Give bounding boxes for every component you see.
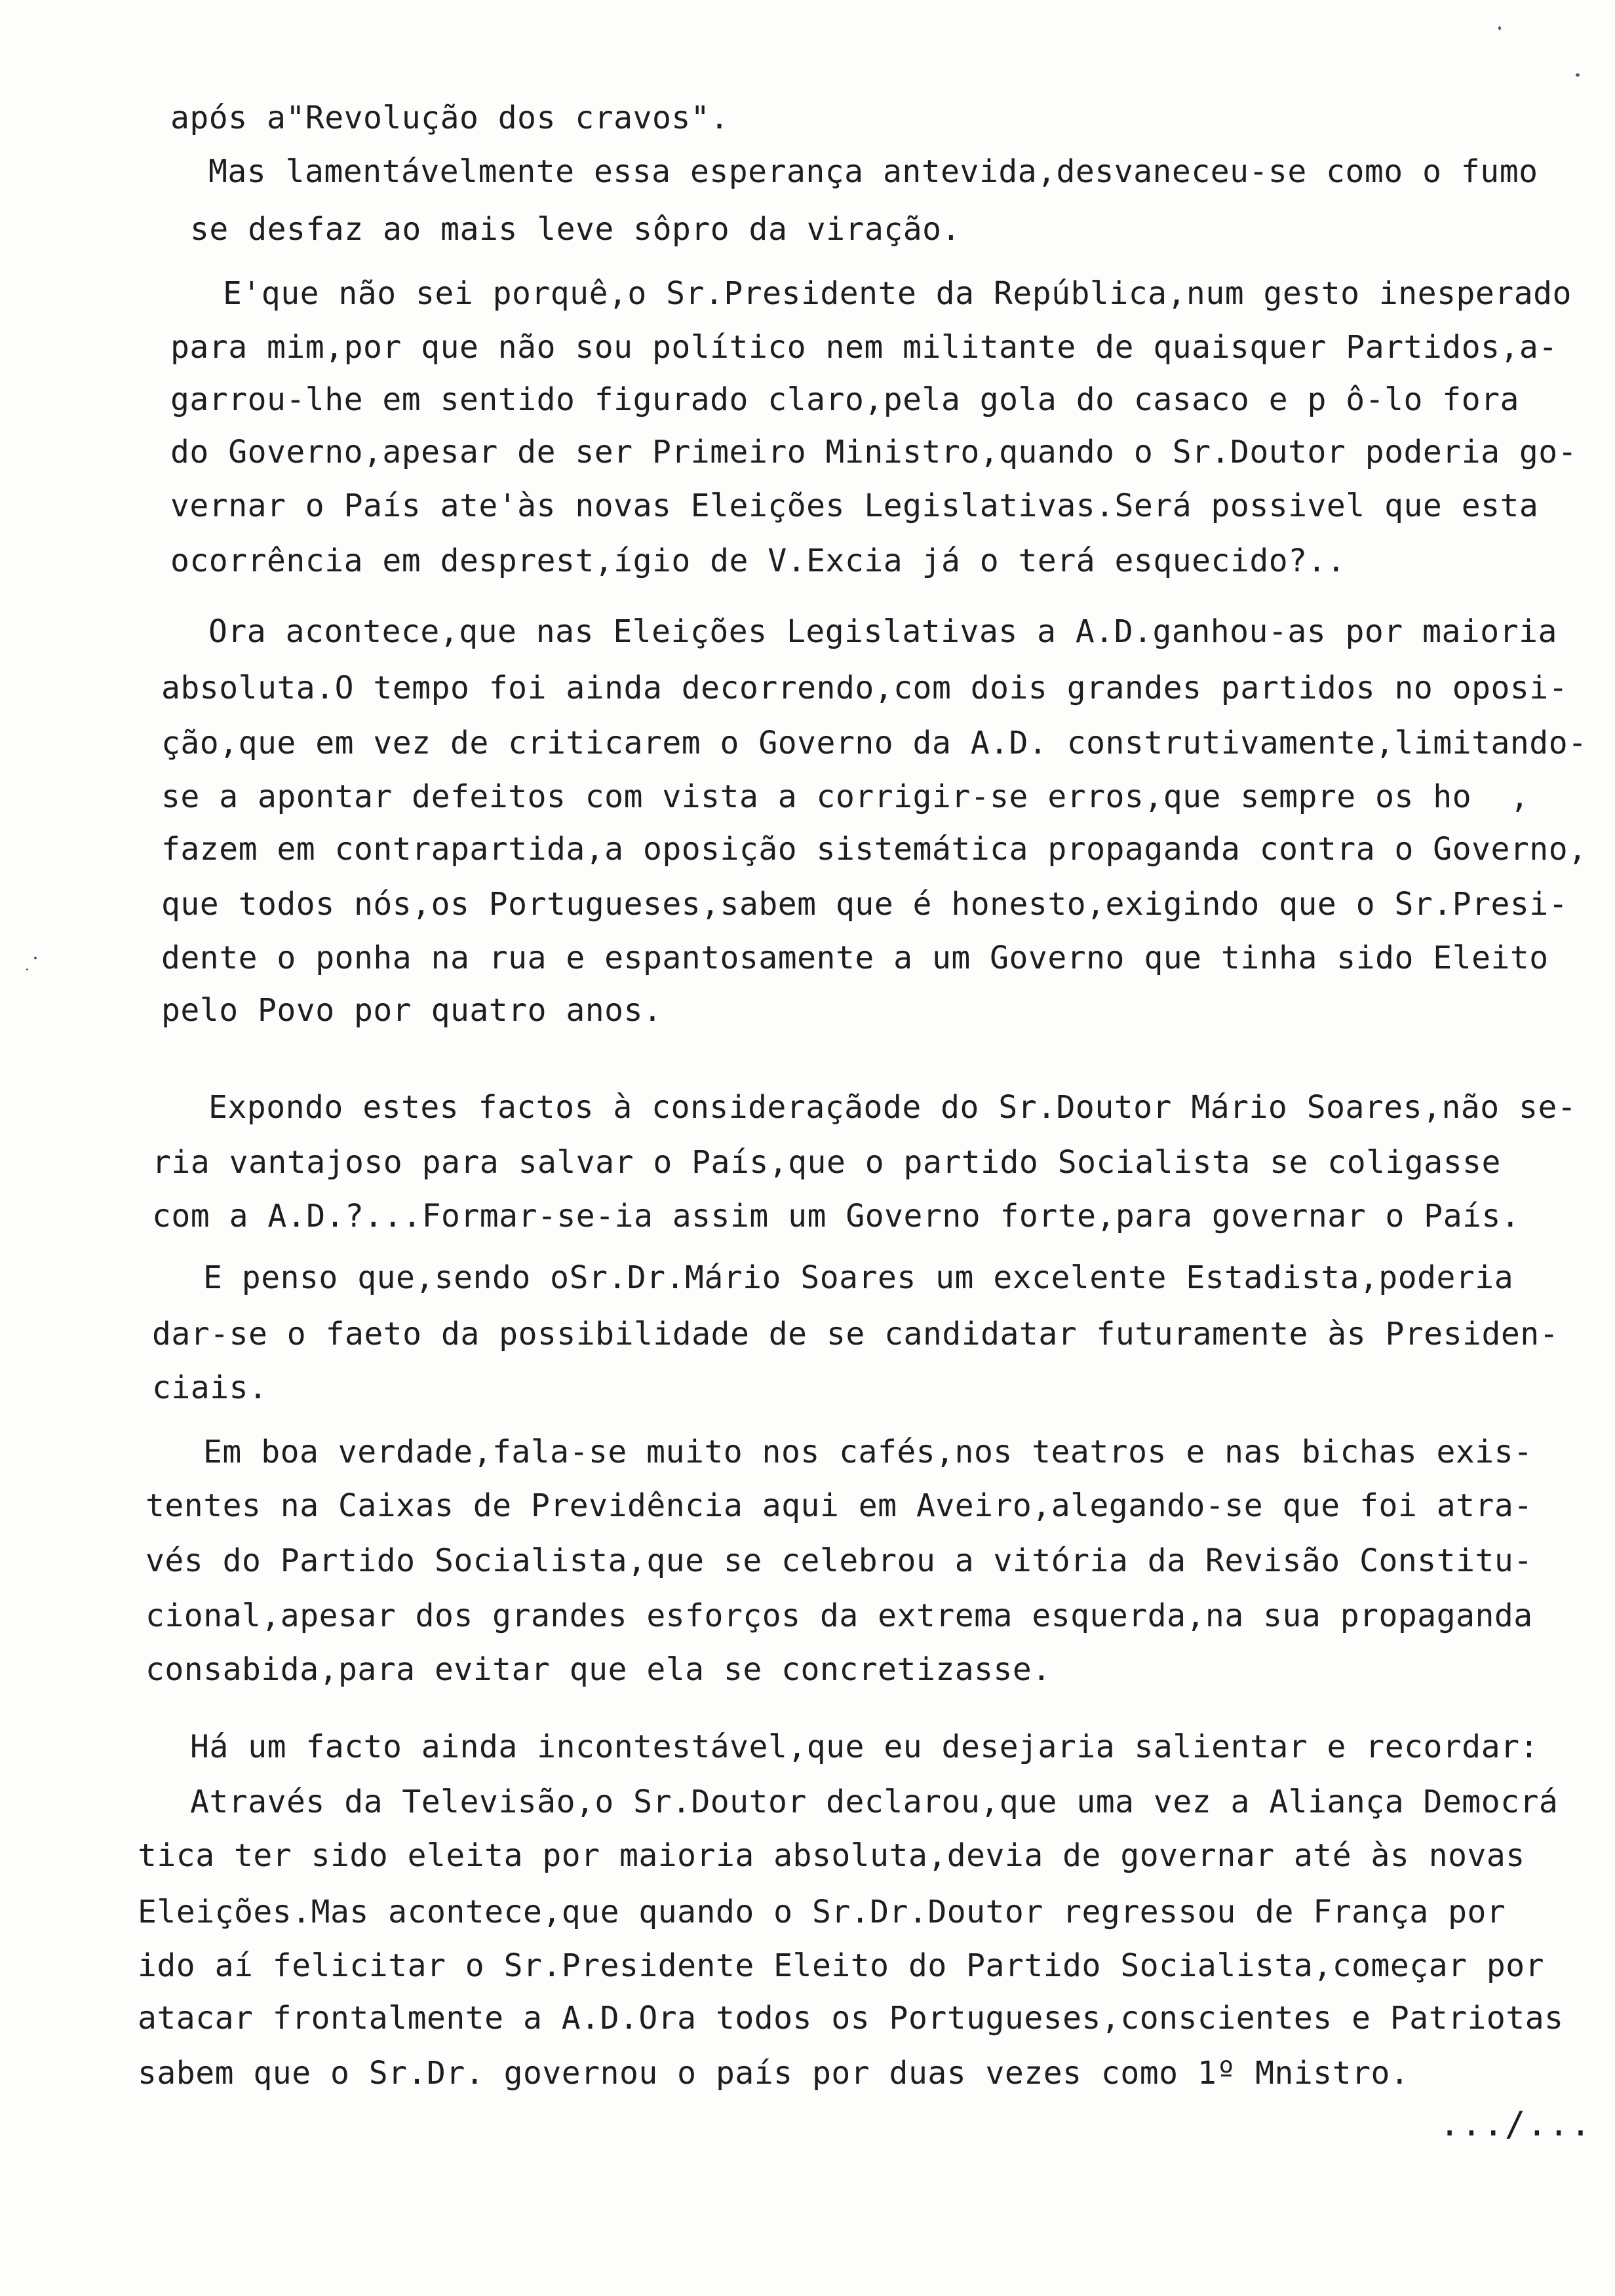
text-line: sabem que o Sr.Dr. governou o país por duas vezes como 1º Mnistro. xyxy=(138,2055,1410,2092)
text-line: que todos nós,os Portugueses,sabem que é honesto,exigindo que o Sr.Presi- xyxy=(161,886,1568,923)
text-line: Através da Televisão,o Sr.Doutor declarou,que uma vez a Aliança Democrá xyxy=(190,1784,1559,1820)
text-line: consabida,para evitar que ela se concretizasse. xyxy=(146,1651,1051,1688)
text-line: garrou-lhe em sentido figurado claro,pela gola do casaco e p ô-lo fora xyxy=(170,381,1519,418)
text-line: Expondo estes factos à consideraçãode do Sr.Doutor Mário Soares,não se- xyxy=(208,1089,1577,1126)
text-line: atacar frontalmente a A.D.Ora todos os Portugueses,conscientes e Patriotas xyxy=(138,2000,1564,2037)
text-line: pelo Povo por quatro anos. xyxy=(161,992,663,1029)
text-line: tica ter sido eleita por maioria absoluta,devia de governar até às novas xyxy=(138,1837,1525,1874)
scan-speck xyxy=(26,968,28,970)
text-line: ção,que em vez de criticarem o Governo da A.D. construtivamente,limitando- xyxy=(161,725,1587,761)
text-line: cional,apesar dos grandes esforços da extrema esquerda,na sua propaganda xyxy=(146,1598,1533,1634)
text-line: para mim,por que não sou político nem militante de quaisquer Partidos,a- xyxy=(170,329,1558,366)
scan-speck xyxy=(34,957,37,959)
text-line: se desfaz ao mais leve sôpro da viração. xyxy=(190,211,961,248)
text-line: dente o ponha na rua e espantosamente a um Governo que tinha sido Eleito xyxy=(161,940,1549,976)
text-line: Em boa verdade,fala-se muito nos cafés,nos teatros e nas bichas exis- xyxy=(203,1434,1533,1470)
text-line: Mas lamentávelmente essa esperança antevida,desvaneceu-se como o fumo xyxy=(208,153,1538,190)
text-line: do Governo,apesar de ser Primeiro Ministro,quando o Sr.Doutor poderia go- xyxy=(170,434,1578,470)
text-line: se a apontar defeitos com vista a corrigir-se erros,que sempre os ho , xyxy=(161,778,1530,815)
text-line: vernar o País ate'às novas Eleições Legislativas.Será possivel que esta xyxy=(170,488,1539,524)
scan-speck xyxy=(1498,26,1501,30)
text-line: Há um facto ainda incontestável,que eu desejaria salientar e recordar: xyxy=(190,1729,1539,1765)
text-line: ria vantajoso para salvar o País,que o partido Socialista se coligasse xyxy=(152,1144,1501,1181)
text-line: fazem em contrapartida,a oposição sistemática propaganda contra o Governo, xyxy=(161,831,1587,868)
text-line: E penso que,sendo oSr.Dr.Mário Soares um excelente Estadista,poderia xyxy=(203,1259,1514,1296)
text-line: tentes na Caixas de Previdência aqui em Aveiro,alegando-se que foi atra- xyxy=(146,1487,1533,1524)
scan-speck xyxy=(1576,73,1580,77)
text-line: com a A.D.?...Formar-se-ia assim um Governo forte,para governar o País. xyxy=(152,1198,1521,1234)
text-line: ocorrência em desprest,ígio de V.Excia já o terá esquecido?.. xyxy=(170,543,1346,579)
text-line: E'que não sei porquê,o Sr.Presidente da República,num gesto inesperado xyxy=(223,275,1572,312)
text-line: Eleições.Mas acontece,que quando o Sr.Dr.Doutor regressou de França por xyxy=(138,1894,1506,1930)
text-line: dar-se o faeto da possibilidade de se candidatar futuramente às Presiden- xyxy=(152,1316,1559,1352)
text-line: após a"Revolução dos cravos". xyxy=(170,100,730,136)
text-line: Ora acontece,que nas Eleições Legislativas a A.D.ganhou-as por maioria xyxy=(208,613,1557,650)
text-line: vés do Partido Socialista,que se celebrou a vitória da Revisão Constitu- xyxy=(146,1542,1533,1579)
text-line: ciais. xyxy=(152,1369,268,1406)
text-line: absoluta.O tempo foi ainda decorrendo,com dois grandes partidos no oposi- xyxy=(161,670,1568,706)
text-line: ido aí felicitar o Sr.Presidente Eleito do Partido Socialista,começar por xyxy=(138,1947,1545,1984)
continuation-marker: .../... xyxy=(1439,2105,1593,2144)
